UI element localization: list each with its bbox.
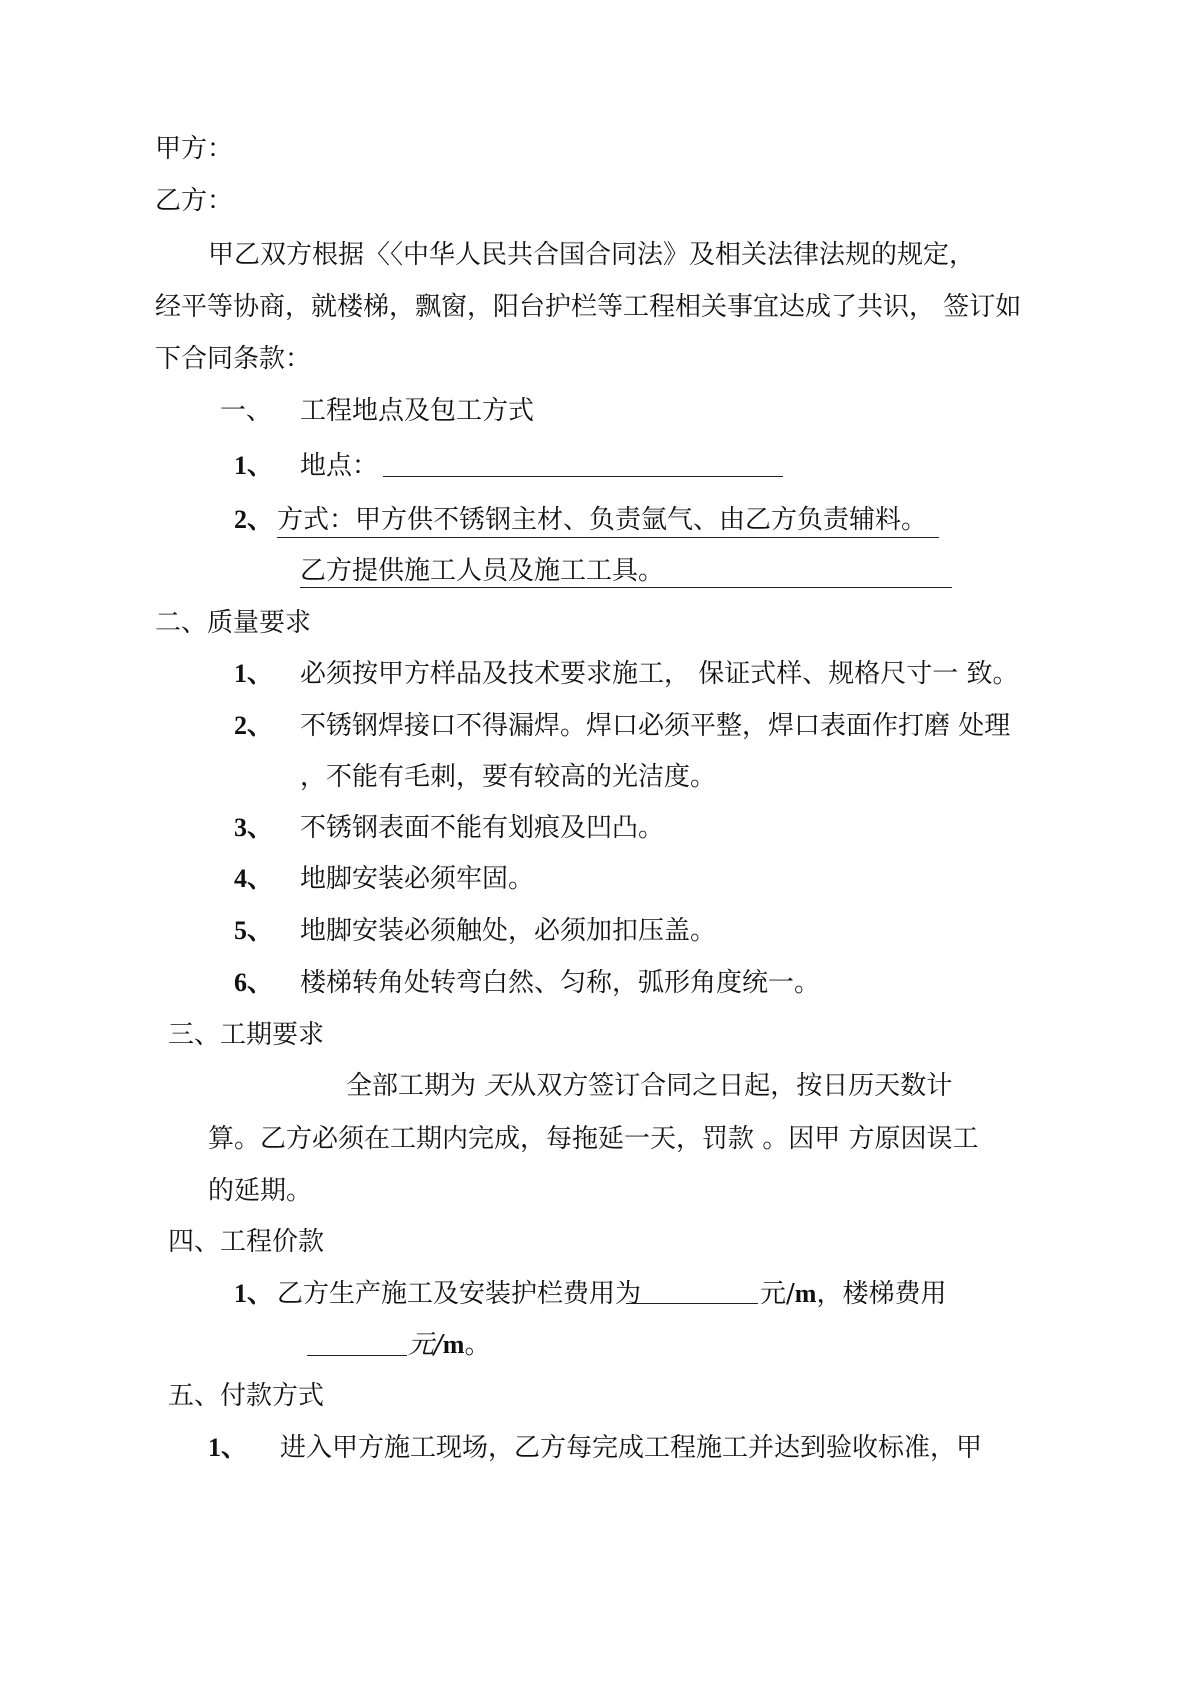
schedule-days-word: 天 bbox=[484, 1071, 511, 1101]
party-a-label: 甲方： bbox=[155, 134, 234, 164]
quality-item-1-text: 必须按甲方样品及技术要求施工， 保证式样、规格尺寸一 致。 bbox=[300, 659, 1019, 689]
intro-line-2: 经平等协商，就楼梯，飘窗，阳台护栏等工程相关事宜达成了共识， 签订如 bbox=[155, 292, 1022, 322]
section-1-number: 一、 bbox=[220, 396, 273, 426]
stairs-price-unit-yuan: 元/ bbox=[408, 1330, 443, 1360]
railing-price-blank[interactable] bbox=[626, 1303, 758, 1304]
stairs-price-end: 。 bbox=[464, 1330, 491, 1360]
quality-item-3-number: 3、 bbox=[234, 813, 274, 842]
stairs-price-unit bbox=[408, 1330, 490, 1360]
quality-item-4-text: 地脚安装必须牢固。 bbox=[300, 864, 535, 894]
location-label: 地点： bbox=[300, 451, 379, 481]
quality-item-2-text: 不锈钢焊接口不得漏焊。焊口必须平整，焊口表面作打磨 处理 bbox=[300, 711, 1011, 741]
payment-item-1-text: 进入甲方施工现场，乙方每完成工程施工并达到验收标准，甲 bbox=[280, 1433, 983, 1463]
intro-line-1: 甲乙双方根据〈〈中华人民共合国合同法》及相关法律法规的规定， bbox=[208, 240, 976, 270]
section-1-title: 工程地点及包工方式 bbox=[300, 396, 535, 426]
stairs-price-unit-m: m bbox=[442, 1330, 465, 1359]
schedule-line-1-a: 全部工期为 bbox=[346, 1071, 485, 1101]
stairs-price-blank[interactable] bbox=[307, 1355, 407, 1356]
schedule-line-1-c: 从双方签订合同之日起，按日历天数计 bbox=[510, 1071, 953, 1101]
quality-item-4-number: 4、 bbox=[234, 864, 274, 893]
quality-item-6-text: 楼梯转角处转弯白然、匀称，弧形角度统一。 bbox=[300, 968, 821, 998]
method-text-wrap bbox=[277, 505, 939, 535]
railing-price-unit-m: m bbox=[794, 1279, 817, 1308]
section-4-title: 四、工程价款 bbox=[168, 1227, 325, 1257]
quality-item-1-number: 1、 bbox=[234, 659, 274, 688]
section-1-item-1-number: 1、 bbox=[234, 451, 274, 480]
party-b-label: 乙方： bbox=[155, 186, 234, 216]
quality-item-3-text: 不锈钢表面不能有划痕及凹凸。 bbox=[300, 813, 665, 843]
method-text-continued: 乙方提供施工人员及施工工具。 bbox=[300, 556, 665, 586]
intro-line-3: 下合同条款： bbox=[155, 344, 312, 374]
method-text: 方式：甲方供不锈钢主材、负责氩气、由乙方负责辅料。 bbox=[277, 505, 939, 538]
stairs-price-label: ，楼梯费用 bbox=[816, 1279, 947, 1309]
railing-price-unit bbox=[760, 1279, 946, 1309]
location-blank-line[interactable] bbox=[383, 476, 783, 477]
section-3-title: 三、工期要求 bbox=[168, 1020, 325, 1050]
payment-item-1-number: 1、 bbox=[208, 1433, 248, 1462]
quality-item-5-number: 5、 bbox=[234, 916, 274, 945]
railing-price-unit-yuan: 元/ bbox=[760, 1279, 795, 1309]
section-1-item-2-number: 2、 bbox=[234, 505, 274, 534]
quality-item-2-continued: ，不能有毛刺，要有较高的光洁度。 bbox=[300, 762, 717, 792]
schedule-line-2: 算。乙方必须在工期内完成，每拖延一天，罚款 。因甲 方原因误工 bbox=[208, 1124, 979, 1154]
quality-item-5-text: 地脚安装必须触处，必须加扣压盖。 bbox=[300, 916, 717, 946]
schedule-line-1 bbox=[346, 1071, 952, 1101]
section-2-title: 二、质量要求 bbox=[155, 608, 312, 638]
section-5-title: 五、付款方式 bbox=[168, 1381, 325, 1411]
schedule-line-3: 的延期。 bbox=[208, 1176, 313, 1206]
quality-item-6-number: 6、 bbox=[234, 968, 274, 997]
price-item-1-number: 1、 bbox=[234, 1279, 274, 1308]
method-underline bbox=[300, 587, 952, 588]
quality-item-2-number: 2、 bbox=[234, 711, 274, 740]
price-item-1-text: 乙方生产施工及安装护栏费用为 bbox=[277, 1279, 642, 1309]
